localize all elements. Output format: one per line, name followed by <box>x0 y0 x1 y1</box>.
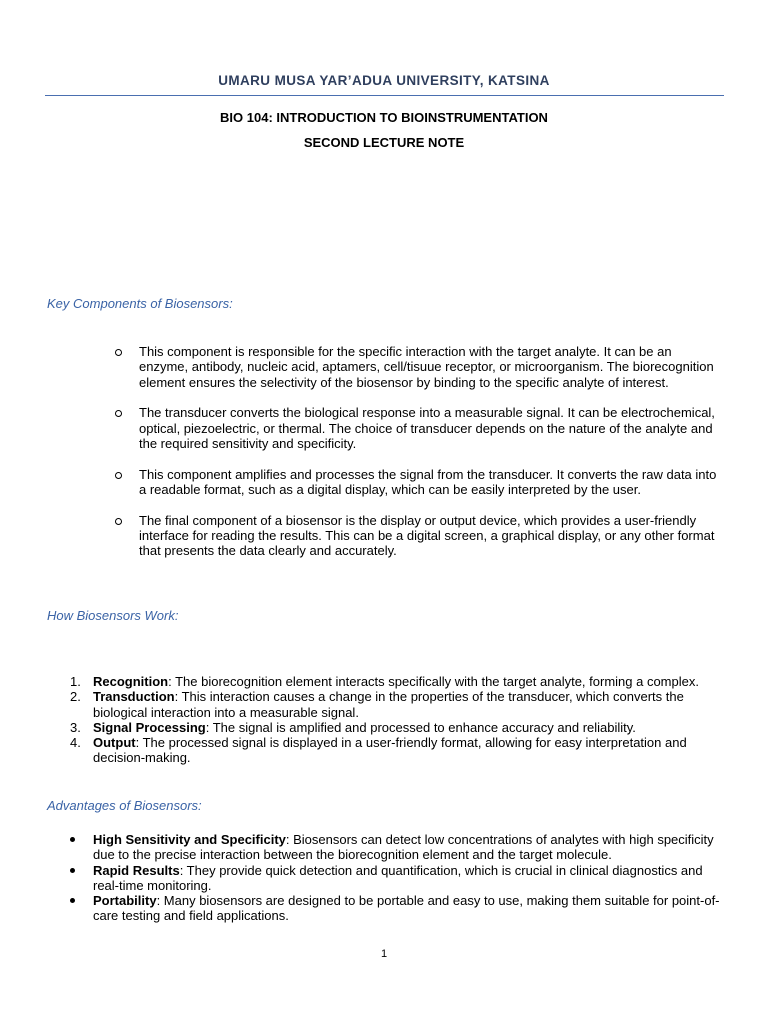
list-item <box>70 735 721 766</box>
step-desc: : The signal is amplified and processed to enhance accuracy and reliability. <box>205 719 636 735</box>
page-number: 1 <box>380 948 388 960</box>
advantage-desc: : Many biosensors are designed to be portable and easy to use, making them suitable for point-of-care testing and field applications. <box>93 893 720 924</box>
step-desc: : The biorecognition element interacts specifically with the target analyte, forming a complex. <box>168 674 699 689</box>
list-item <box>139 513 721 559</box>
circle-bullet-icon <box>115 349 122 356</box>
list-item <box>139 344 721 390</box>
list-number: 2. <box>70 689 81 705</box>
component-text: The final component of a biosensor is the display or output device, which provides a user-friendly interface for reading the results. This can be a digital screen, a graphical display, or any other format that presents the data clearly and accurately. <box>139 512 715 559</box>
step-term: Transduction <box>93 689 175 705</box>
component-text: This component is responsible for the specific interaction with the target analyte. It can be an enzyme, antibody, nucleic acid, aptamers, cell/tisuue receptor, or microorganism. The biorecognition element ensures the selectivity of the biosensor by binding to the specific analyte of interest. <box>139 344 714 390</box>
step-term: Output <box>93 735 136 751</box>
advantage-term: Rapid Results <box>93 862 180 878</box>
circle-bullet-icon <box>115 472 122 479</box>
advantage-desc: : They provide quick detection and quantification, which is crucial in clinical diagnostics and real-time monitoring. <box>93 862 703 893</box>
list-item <box>139 405 721 451</box>
dot-bullet-icon <box>70 898 75 903</box>
course-title: BIO 104: INTRODUCTION TO BIOINSTRUMENTATION <box>220 110 548 125</box>
heading-advantages: Advantages of Biosensors: <box>47 798 202 813</box>
advantage-term: High Sensitivity and Specificity <box>93 832 286 847</box>
list-number: 3. <box>70 719 81 735</box>
dot-bullet-icon <box>70 868 75 873</box>
list-item <box>93 863 723 894</box>
list-number: 1. <box>70 674 81 689</box>
component-text: The transducer converts the biological response into a measurable signal. It can be electrochemical, optical, piezoelectric, or thermal. The choice of transducer depends on the nature of the analyte and the required sensitivity and specificity. <box>139 405 715 451</box>
list-number: 4. <box>70 735 81 751</box>
dot-bullet-icon <box>70 837 75 842</box>
advantages-list <box>0 832 723 924</box>
list-item <box>70 719 721 735</box>
step-desc: : This interaction causes a change in the properties of the transducer, which converts the biological interaction into a measurable signal. <box>93 689 684 720</box>
lecture-title: SECOND LECTURE NOTE <box>303 135 465 150</box>
circle-bullet-icon <box>115 410 122 417</box>
page-header-university: UMARU MUSA YAR’ADUA UNIVERSITY, KATSINA <box>218 73 550 88</box>
component-text: This component amplifies and processes the signal from the transducer. It converts the raw data into a readable format, such as a digital display, which can be easily interpreted by the user. <box>139 466 717 498</box>
list-item <box>93 832 723 863</box>
step-term: Recognition <box>93 674 169 689</box>
step-desc: : The processed signal is displayed in a user-friendly format, allowing for easy interpretation and decision-making. <box>93 735 687 766</box>
step-term: Signal Processing <box>93 719 206 735</box>
header-divider <box>45 95 724 96</box>
advantage-desc: : Biosensors can detect low concentrations of analytes with high specificity due to the precise interaction between the biorecognition element and the target molecule. <box>93 832 714 863</box>
heading-how-biosensors-work: How Biosensors Work: <box>47 608 179 623</box>
heading-key-components: Key Components of Biosensors: <box>47 296 233 311</box>
list-item <box>93 893 723 924</box>
list-item <box>70 689 721 720</box>
advantage-term: Portability <box>93 893 157 909</box>
list-item <box>139 467 721 498</box>
components-list <box>0 344 721 574</box>
list-item <box>70 674 721 689</box>
circle-bullet-icon <box>115 518 122 525</box>
steps-list <box>0 674 721 766</box>
